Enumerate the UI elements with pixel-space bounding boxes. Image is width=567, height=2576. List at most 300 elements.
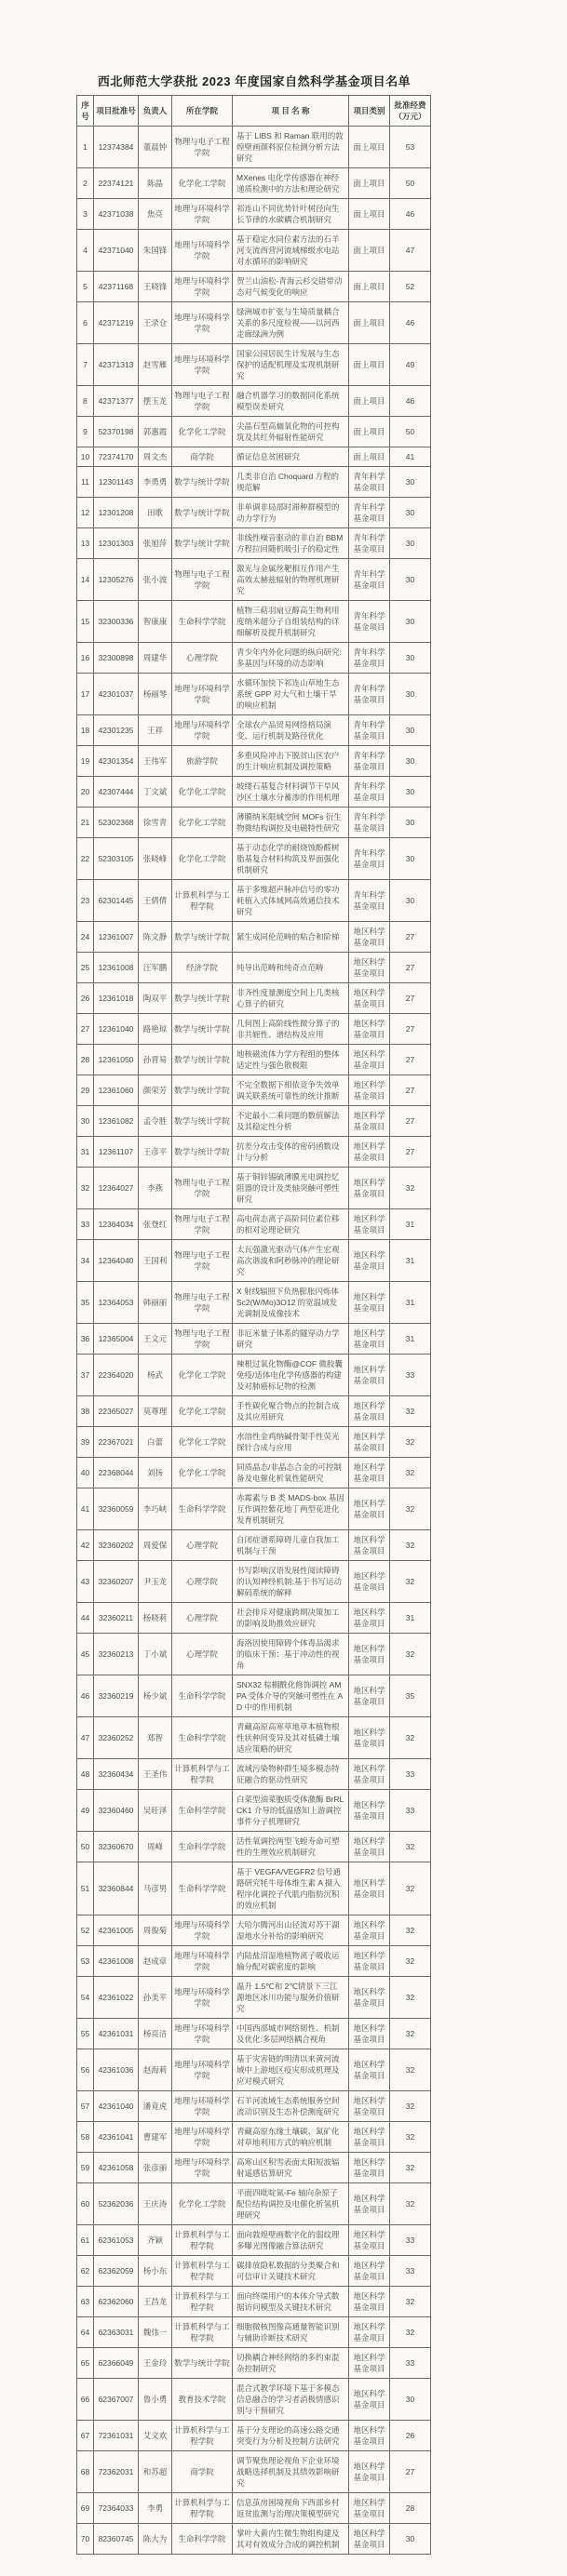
cell-category: 地区科学基金项目 — [349, 1832, 390, 1862]
cell-no: 70 — [77, 2524, 94, 2555]
cell-category: 面上项目 — [349, 230, 390, 272]
cell-college: 计算机科学与工程学院 — [172, 2493, 233, 2524]
cell-funding: 32 — [390, 1634, 431, 1675]
cell-no: 34 — [77, 1240, 94, 1282]
cell-category: 青年科学基金项目 — [349, 467, 390, 498]
cell-pi: 杨武 — [139, 1355, 172, 1396]
cell-funding: 30 — [390, 528, 431, 559]
cell-no: 41 — [77, 1488, 94, 1530]
table-row — [77, 1209, 431, 1240]
cell-name: 基于稳定水同位素方法的石羊河支流西营河流域梯级水电站对水循环的影响研究 — [233, 230, 349, 272]
cell-category: 地区科学基金项目 — [349, 1168, 390, 1209]
cell-no: 69 — [77, 2493, 94, 2524]
cell-category: 面上项目 — [349, 386, 390, 417]
cell-category: 地区科学基金项目 — [349, 1977, 390, 2019]
cell-name: 贺兰山油松-青海云杉交错带动态对气候变化的响应 — [233, 272, 349, 302]
cell-name: 高电荷态离子高阶同位素位移的相对论理论研究 — [233, 1209, 349, 1240]
cell-college: 地理与环境科学学院 — [172, 272, 233, 302]
cell-category: 地区科学基金项目 — [349, 1790, 390, 1832]
cell-no: 26 — [77, 983, 94, 1014]
table-row — [77, 2493, 431, 2524]
cell-grant-no: 52370198 — [94, 417, 139, 447]
cell-no: 17 — [77, 674, 94, 715]
cell-funding: 46 — [390, 302, 431, 344]
cell-pi: 孙美平 — [139, 1977, 172, 2019]
cell-grant-no: 12361082 — [94, 1106, 139, 1137]
table-row — [77, 1137, 431, 1168]
cell-college: 物理与电子工程学院 — [172, 1168, 233, 1209]
cell-college: 生命科学学院 — [172, 1790, 233, 1832]
cell-funding: 32 — [390, 1862, 431, 1915]
cell-no: 20 — [77, 777, 94, 808]
table-row — [77, 528, 431, 559]
cell-name: 内陆盐沼湿地植物离子吸收运输分配对碳密度的影响 — [233, 1946, 349, 1977]
cell-pi: 周文杰 — [139, 447, 172, 467]
cell-grant-no: 12361008 — [94, 953, 139, 983]
cell-pi: 和苏超 — [139, 2451, 172, 2493]
cell-college: 数学与统计学院 — [172, 2348, 233, 2379]
cell-grant-no: 32360844 — [94, 1862, 139, 1915]
table-row — [77, 417, 431, 447]
cell-category: 地区科学基金项目 — [349, 983, 390, 1014]
table-row — [77, 2153, 431, 2183]
cell-name: 自闭症谱系障碍儿童自我加工机制与干预 — [233, 1530, 349, 1561]
cell-pi: 张登红 — [139, 1209, 172, 1240]
cell-no: 46 — [77, 1675, 94, 1717]
cell-grant-no: 32300336 — [94, 601, 139, 643]
cell-pi: 董晨钟 — [139, 127, 172, 168]
cell-grant-no: 62363031 — [94, 2317, 139, 2348]
cell-grant-no: 72361031 — [94, 2421, 139, 2451]
cell-grant-no: 62362060 — [94, 2287, 139, 2317]
header-grant-no: 项目批准号 — [94, 96, 139, 127]
cell-name: 调节聚焦理论视角下企业环境战略选择机制及其绩效影响研究 — [233, 2451, 349, 2493]
cell-name: 绿洲城市扩张与生境质量耦合关系的多尺度检视——以河西走廊绿洲为例 — [233, 302, 349, 344]
cell-college: 计算机科学与工程学院 — [172, 2256, 233, 2287]
cell-funding: 35 — [390, 1675, 431, 1717]
cell-category: 青年科学基金项目 — [349, 838, 390, 880]
cell-pi: 杨晓莉 — [139, 1603, 172, 1634]
cell-category: 地区科学基金项目 — [349, 2183, 390, 2225]
cell-funding: 30 — [390, 2379, 431, 2421]
cell-no: 64 — [77, 2317, 94, 2348]
cell-no: 4 — [77, 230, 94, 272]
cell-funding: 32 — [390, 1561, 431, 1603]
table-row — [77, 2451, 431, 2493]
cell-category: 地区科学基金项目 — [349, 1106, 390, 1137]
cell-name: 基于分支理论的高速公路交通突变行为分析及控制方法研究 — [233, 2421, 349, 2451]
table-row — [77, 1530, 431, 1561]
cell-funding: 27 — [390, 1075, 431, 1106]
cell-name: 融合机器学习的数据同化系统模型误差研究 — [233, 386, 349, 417]
cell-grant-no: 42371038 — [94, 199, 139, 230]
cell-pi: 周俊菊 — [139, 1915, 172, 1946]
cell-no: 33 — [77, 1209, 94, 1240]
cell-college: 数学与统计学院 — [172, 983, 233, 1014]
cell-pi: 尹玉龙 — [139, 1561, 172, 1603]
cell-name: 纯导出范畴和纯奇点范畴 — [233, 953, 349, 983]
cell-pi: 陈晶 — [139, 168, 172, 199]
cell-no: 49 — [77, 1790, 94, 1832]
cell-name: 国家公园居民生计发展与生态保护的适配机理及实现机制研究 — [233, 344, 349, 386]
cell-college: 心理学院 — [172, 1561, 233, 1603]
cell-category: 地区科学基金项目 — [349, 2019, 390, 2049]
cell-no: 67 — [77, 2421, 94, 2451]
cell-pi: 孟令胜 — [139, 1106, 172, 1137]
cell-pi: 郭惠霞 — [139, 417, 172, 447]
cell-name: 海洛因使用障碍个体毒品渴求的临床干预：基于冲动性的视角 — [233, 1634, 349, 1675]
cell-pi: 王祥 — [139, 715, 172, 746]
cell-funding: 30 — [390, 746, 431, 777]
cell-pi: 潘竟虎 — [139, 2091, 172, 2122]
cell-pi: 王伟军 — [139, 746, 172, 777]
table-row — [77, 498, 431, 528]
cell-college: 地理与环境科学学院 — [172, 199, 233, 230]
cell-funding: 30 — [390, 838, 431, 880]
cell-no: 2 — [77, 168, 94, 199]
cell-category: 青年科学基金项目 — [349, 674, 390, 715]
cell-grant-no: 62361053 — [94, 2225, 139, 2256]
cell-category: 地区科学基金项目 — [349, 1675, 390, 1717]
cell-funding: 50 — [390, 417, 431, 447]
cell-category: 地区科学基金项目 — [349, 1561, 390, 1603]
cell-no: 19 — [77, 746, 94, 777]
cell-grant-no: 12374384 — [94, 127, 139, 168]
cell-funding: 32 — [390, 2049, 431, 2091]
cell-no: 30 — [77, 1106, 94, 1137]
cell-grant-no: 42361040 — [94, 2091, 139, 2122]
cell-category: 面上项目 — [349, 417, 390, 447]
cell-category: 面上项目 — [349, 272, 390, 302]
cell-pi: 杨小东 — [139, 2256, 172, 2287]
cell-funding: 27 — [390, 1045, 431, 1075]
cell-grant-no: 62301445 — [94, 880, 139, 922]
cell-no: 53 — [77, 1946, 94, 1977]
cell-grant-no: 42371377 — [94, 386, 139, 417]
cell-funding: 30 — [390, 559, 431, 601]
cell-pi: 王倩倩 — [139, 880, 172, 922]
cell-grant-no: 42301037 — [94, 674, 139, 715]
cell-no: 6 — [77, 302, 94, 344]
cell-college: 物理与电子工程学院 — [172, 386, 233, 417]
cell-no: 54 — [77, 1977, 94, 2019]
cell-no: 3 — [77, 199, 94, 230]
cell-college: 物理与电子工程学院 — [172, 1282, 233, 1324]
table-row — [77, 302, 431, 344]
cell-college: 地理与环境科学学院 — [172, 2091, 233, 2122]
cell-college: 化学化工学院 — [172, 1396, 233, 1427]
cell-college: 地理与环境科学学院 — [172, 302, 233, 344]
cell-name: 薄膜纳米限域空间 MOFs 衍生物微结构调控及电磁特性研究 — [233, 808, 349, 838]
cell-funding: 31 — [390, 1324, 431, 1355]
cell-pi: 摆玉龙 — [139, 386, 172, 417]
cell-pi: 马彦男 — [139, 1862, 172, 1915]
table-row — [77, 2256, 431, 2287]
table-row — [77, 1915, 431, 1946]
cell-grant-no: 42361031 — [94, 2019, 139, 2049]
cell-grant-no: 12361050 — [94, 1045, 139, 1075]
cell-grant-no: 42361022 — [94, 1977, 139, 2019]
cell-pi: 张彦丽 — [139, 2153, 172, 2183]
cell-funding: 32 — [390, 1977, 431, 2019]
cell-funding: 30 — [390, 498, 431, 528]
cell-grant-no: 62362059 — [94, 2256, 139, 2287]
table-row — [77, 2524, 431, 2555]
cell-no: 58 — [77, 2122, 94, 2153]
grant-projects-table — [76, 95, 431, 2555]
cell-grant-no: 12301208 — [94, 498, 139, 528]
cell-no: 38 — [77, 1396, 94, 1427]
cell-no: 21 — [77, 808, 94, 838]
cell-funding: 32 — [390, 2019, 431, 2049]
cell-no: 65 — [77, 2348, 94, 2379]
cell-pi: 路艳琼 — [139, 1014, 172, 1045]
cell-grant-no: 32360434 — [94, 1759, 139, 1790]
cell-college: 物理与电子工程学院 — [172, 127, 233, 168]
cell-college: 计算机科学与工程学院 — [172, 2317, 233, 2348]
cell-grant-no: 52362036 — [94, 2183, 139, 2225]
cell-pi: 王晓锋 — [139, 272, 172, 302]
cell-grant-no: 22374121 — [94, 168, 139, 199]
cell-category: 面上项目 — [349, 199, 390, 230]
cell-grant-no: 72374170 — [94, 447, 139, 467]
cell-college: 经济学院 — [172, 953, 233, 983]
table-row — [77, 1427, 431, 1458]
table-row — [77, 2122, 431, 2153]
cell-category: 地区科学基金项目 — [349, 1137, 390, 1168]
table-row — [77, 2183, 431, 2225]
cell-name: 循证信息贫困研究 — [233, 447, 349, 467]
cell-funding: 32 — [390, 1717, 431, 1759]
cell-college: 化学化工学院 — [172, 1427, 233, 1458]
cell-college: 计算机科学与工程学院 — [172, 2421, 233, 2451]
cell-college: 心理学院 — [172, 1603, 233, 1634]
table-row — [77, 2287, 431, 2317]
table-row — [77, 1603, 431, 1634]
table-row — [77, 1106, 431, 1137]
cell-funding: 32 — [390, 2287, 431, 2317]
cell-category: 地区科学基金项目 — [349, 1396, 390, 1427]
cell-funding: 32 — [390, 1530, 431, 1561]
cell-no: 14 — [77, 559, 94, 601]
cell-college: 地理与环境科学学院 — [172, 344, 233, 386]
cell-pi: 艾文欢 — [139, 2421, 172, 2451]
cell-college: 数学与统计学院 — [172, 1137, 233, 1168]
cell-category: 地区科学基金项目 — [349, 1045, 390, 1075]
cell-no: 40 — [77, 1458, 94, 1488]
table-row — [77, 467, 431, 498]
cell-name: 水循环加快下祁连山草地生态系统 GPP 对大气和土壤干旱的响应机制 — [233, 674, 349, 715]
cell-college: 生命科学学院 — [172, 1488, 233, 1530]
cell-name: 青藏高原东缘土壤碳、氮矿化对草地利用方式的响应机制 — [233, 2122, 349, 2153]
cell-pi: 曹建军 — [139, 2122, 172, 2153]
cell-no: 45 — [77, 1634, 94, 1675]
table-row — [77, 838, 431, 880]
cell-pi: 鲁小勇 — [139, 2379, 172, 2421]
cell-name: 水溶性金鸡纳碱骨架手性荧光探针合成与应用 — [233, 1427, 349, 1458]
cell-grant-no: 52303105 — [94, 838, 139, 880]
cell-funding: 33 — [390, 2348, 431, 2379]
cell-college: 计算机科学与工程学院 — [172, 2225, 233, 2256]
cell-college: 数学与统计学院 — [172, 467, 233, 498]
cell-name: 大哈尔腾河出山径流对苏干湖湿地水分补给的影响研究 — [233, 1915, 349, 1946]
cell-funding: 41 — [390, 447, 431, 467]
cell-name: 紧生成同伦范畴的粘合和阶梯 — [233, 922, 349, 953]
cell-pi: 莫尊理 — [139, 1396, 172, 1427]
cell-pi: 孙晋易 — [139, 1045, 172, 1075]
cell-college: 化学化工学院 — [172, 838, 233, 880]
cell-category: 面上项目 — [349, 447, 390, 467]
cell-funding: 31 — [390, 1603, 431, 1634]
table-row — [77, 168, 431, 199]
cell-category: 地区科学基金项目 — [349, 1530, 390, 1561]
cell-name: 活性氧调控两型飞蝗寿命可塑性的生理效应机制研究 — [233, 1832, 349, 1862]
cell-grant-no: 42361005 — [94, 1915, 139, 1946]
cell-pi: 朱国锋 — [139, 230, 172, 272]
cell-no: 13 — [77, 528, 94, 559]
cell-grant-no: 12364040 — [94, 1240, 139, 1282]
table-row — [77, 1675, 431, 1717]
cell-pi: 魏伟一 — [139, 2317, 172, 2348]
table-row — [77, 643, 431, 674]
cell-name: 手性碳化聚合物点的控制合成及其应用研究 — [233, 1396, 349, 1427]
table-row — [77, 922, 431, 953]
cell-college: 化学化工学院 — [172, 1355, 233, 1396]
cell-grant-no: 72362031 — [94, 2451, 139, 2493]
cell-pi: 徐雪青 — [139, 808, 172, 838]
cell-no: 16 — [77, 643, 94, 674]
cell-no: 61 — [77, 2225, 94, 2256]
cell-category: 地区科学基金项目 — [349, 1458, 390, 1488]
header-category: 项目类别 — [349, 96, 390, 127]
cell-category: 青年科学基金项目 — [349, 643, 390, 674]
cell-college: 数学与统计学院 — [172, 1014, 233, 1045]
cell-funding: 27 — [390, 1014, 431, 1045]
cell-no: 63 — [77, 2287, 94, 2317]
cell-college: 地理与环境科学学院 — [172, 230, 233, 272]
cell-funding: 27 — [390, 953, 431, 983]
cell-grant-no: 12361040 — [94, 1014, 139, 1045]
cell-pi: 丁小斌 — [139, 1634, 172, 1675]
cell-funding: 32 — [390, 1427, 431, 1458]
cell-category: 地区科学基金项目 — [349, 1488, 390, 1530]
cell-funding: 30 — [390, 777, 431, 808]
cell-no: 18 — [77, 715, 94, 746]
cell-name: 几类非自治 Choquard 方程的规范解 — [233, 467, 349, 498]
cell-college: 心理学院 — [172, 643, 233, 674]
cell-no: 55 — [77, 2019, 94, 2049]
cell-category: 青年科学基金项目 — [349, 715, 390, 746]
cell-funding: 30 — [390, 808, 431, 838]
cell-grant-no: 42301354 — [94, 746, 139, 777]
cell-category: 地区科学基金项目 — [349, 1603, 390, 1634]
cell-funding: 31 — [390, 1209, 431, 1240]
cell-college: 生命科学学院 — [172, 1832, 233, 1862]
table-row — [77, 1168, 431, 1209]
cell-college: 心理学院 — [172, 1530, 233, 1561]
cell-pi: 王文元 — [139, 1324, 172, 1355]
cell-grant-no: 32360059 — [94, 1488, 139, 1530]
cell-pi: 王庆涛 — [139, 2183, 172, 2225]
cell-name: 平面四吡啶氮-Fe 轴向杂原子配位结构调控及电催化析氢机理研究 — [233, 2183, 349, 2225]
cell-category: 地区科学基金项目 — [349, 1427, 390, 1458]
cell-category: 地区科学基金项目 — [349, 1759, 390, 1790]
cell-grant-no: 72364033 — [94, 2493, 139, 2524]
cell-name: 植物三萜羽扇豆醇高生物利用度纳米超分子自组装结构的详细解析及提升机制研究 — [233, 601, 349, 643]
table-row — [77, 2379, 431, 2421]
cell-college: 数学与统计学院 — [172, 498, 233, 528]
cell-no: 27 — [77, 1014, 94, 1045]
table-row — [77, 386, 431, 417]
cell-name: 同质晶态/非晶态合金的可控制备及电催化析氧性能研究 — [233, 1458, 349, 1488]
cell-pi: 赵成章 — [139, 1946, 172, 1977]
cell-category: 青年科学基金项目 — [349, 746, 390, 777]
cell-name: 中国西部城市网络韧性、机制及优化:多层网络耦合视角 — [233, 2019, 349, 2049]
cell-college: 物理与电子工程学院 — [172, 559, 233, 601]
cell-funding: 53 — [390, 127, 431, 168]
cell-grant-no: 32360207 — [94, 1561, 139, 1603]
table-row — [77, 272, 431, 302]
cell-no: 8 — [77, 386, 94, 417]
cell-college: 数学与统计学院 — [172, 1045, 233, 1075]
cell-name: 抗差分攻击变体的密码函数设计与分析 — [233, 1137, 349, 1168]
cell-name: 非齐性度量测度空间上几类核心算子的研究 — [233, 983, 349, 1014]
cell-name: 掌叶大黄内生微生物组构建及其对有效成分合成的调控机制 — [233, 2524, 349, 2555]
cell-pi: 白蕾 — [139, 1427, 172, 1458]
cell-college: 生命科学学院 — [172, 2524, 233, 2555]
header-row — [77, 96, 431, 127]
table-row — [77, 1324, 431, 1355]
cell-grant-no: 32300898 — [94, 643, 139, 674]
table-row — [77, 1458, 431, 1488]
cell-college: 商学院 — [172, 2451, 233, 2493]
cell-name: 基于动态化学的耐烧蚀酚醛树脂基复合材料构筑及界面强化机制研究 — [233, 838, 349, 880]
cell-name: 面向敦煌壁画数字化的弱纹理多曝光图像融合算法研究 — [233, 2225, 349, 2256]
cell-name: 赤霉素与 B 类 MADS-box 基因互作调控紫花地丁两型花进化发育机制研究 — [233, 1488, 349, 1530]
cell-college: 化学化工学院 — [172, 1458, 233, 1488]
cell-grant-no: 42301235 — [94, 715, 139, 746]
cell-category: 面上项目 — [349, 344, 390, 386]
cell-name: 尖晶石型高熵氧化物的可控构筑及其红外辐射性能研究 — [233, 417, 349, 447]
cell-college: 化学化工学院 — [172, 777, 233, 808]
cell-category: 地区科学基金项目 — [349, 2287, 390, 2317]
cell-pi: 杨亮洁 — [139, 2019, 172, 2049]
cell-funding: 32 — [390, 1458, 431, 1488]
cell-funding: 32 — [390, 2122, 431, 2153]
cell-funding: 32 — [390, 1946, 431, 1977]
cell-funding: 32 — [390, 2317, 431, 2348]
table-row — [77, 230, 431, 272]
cell-no: 56 — [77, 2049, 94, 2091]
cell-pi: 李燕 — [139, 1168, 172, 1209]
cell-funding: 30 — [390, 715, 431, 746]
table-row — [77, 2019, 431, 2049]
cell-no: 57 — [77, 2091, 94, 2122]
cell-pi: 陈文静 — [139, 922, 172, 953]
cell-grant-no: 12301143 — [94, 467, 139, 498]
cell-category: 地区科学基金项目 — [349, 953, 390, 983]
table-row — [77, 2225, 431, 2256]
cell-no: 28 — [77, 1045, 94, 1075]
table-row — [77, 1075, 431, 1106]
cell-category: 地区科学基金项目 — [349, 1240, 390, 1282]
cell-pi: 李巧峡 — [139, 1488, 172, 1530]
table-row — [77, 1014, 431, 1045]
cell-category: 地区科学基金项目 — [349, 2225, 390, 2256]
cell-grant-no: 12364034 — [94, 1209, 139, 1240]
cell-funding: 33 — [390, 2225, 431, 2256]
cell-name: 社会排斥对健康跨期决策加工的影响及助推效应研究 — [233, 1603, 349, 1634]
